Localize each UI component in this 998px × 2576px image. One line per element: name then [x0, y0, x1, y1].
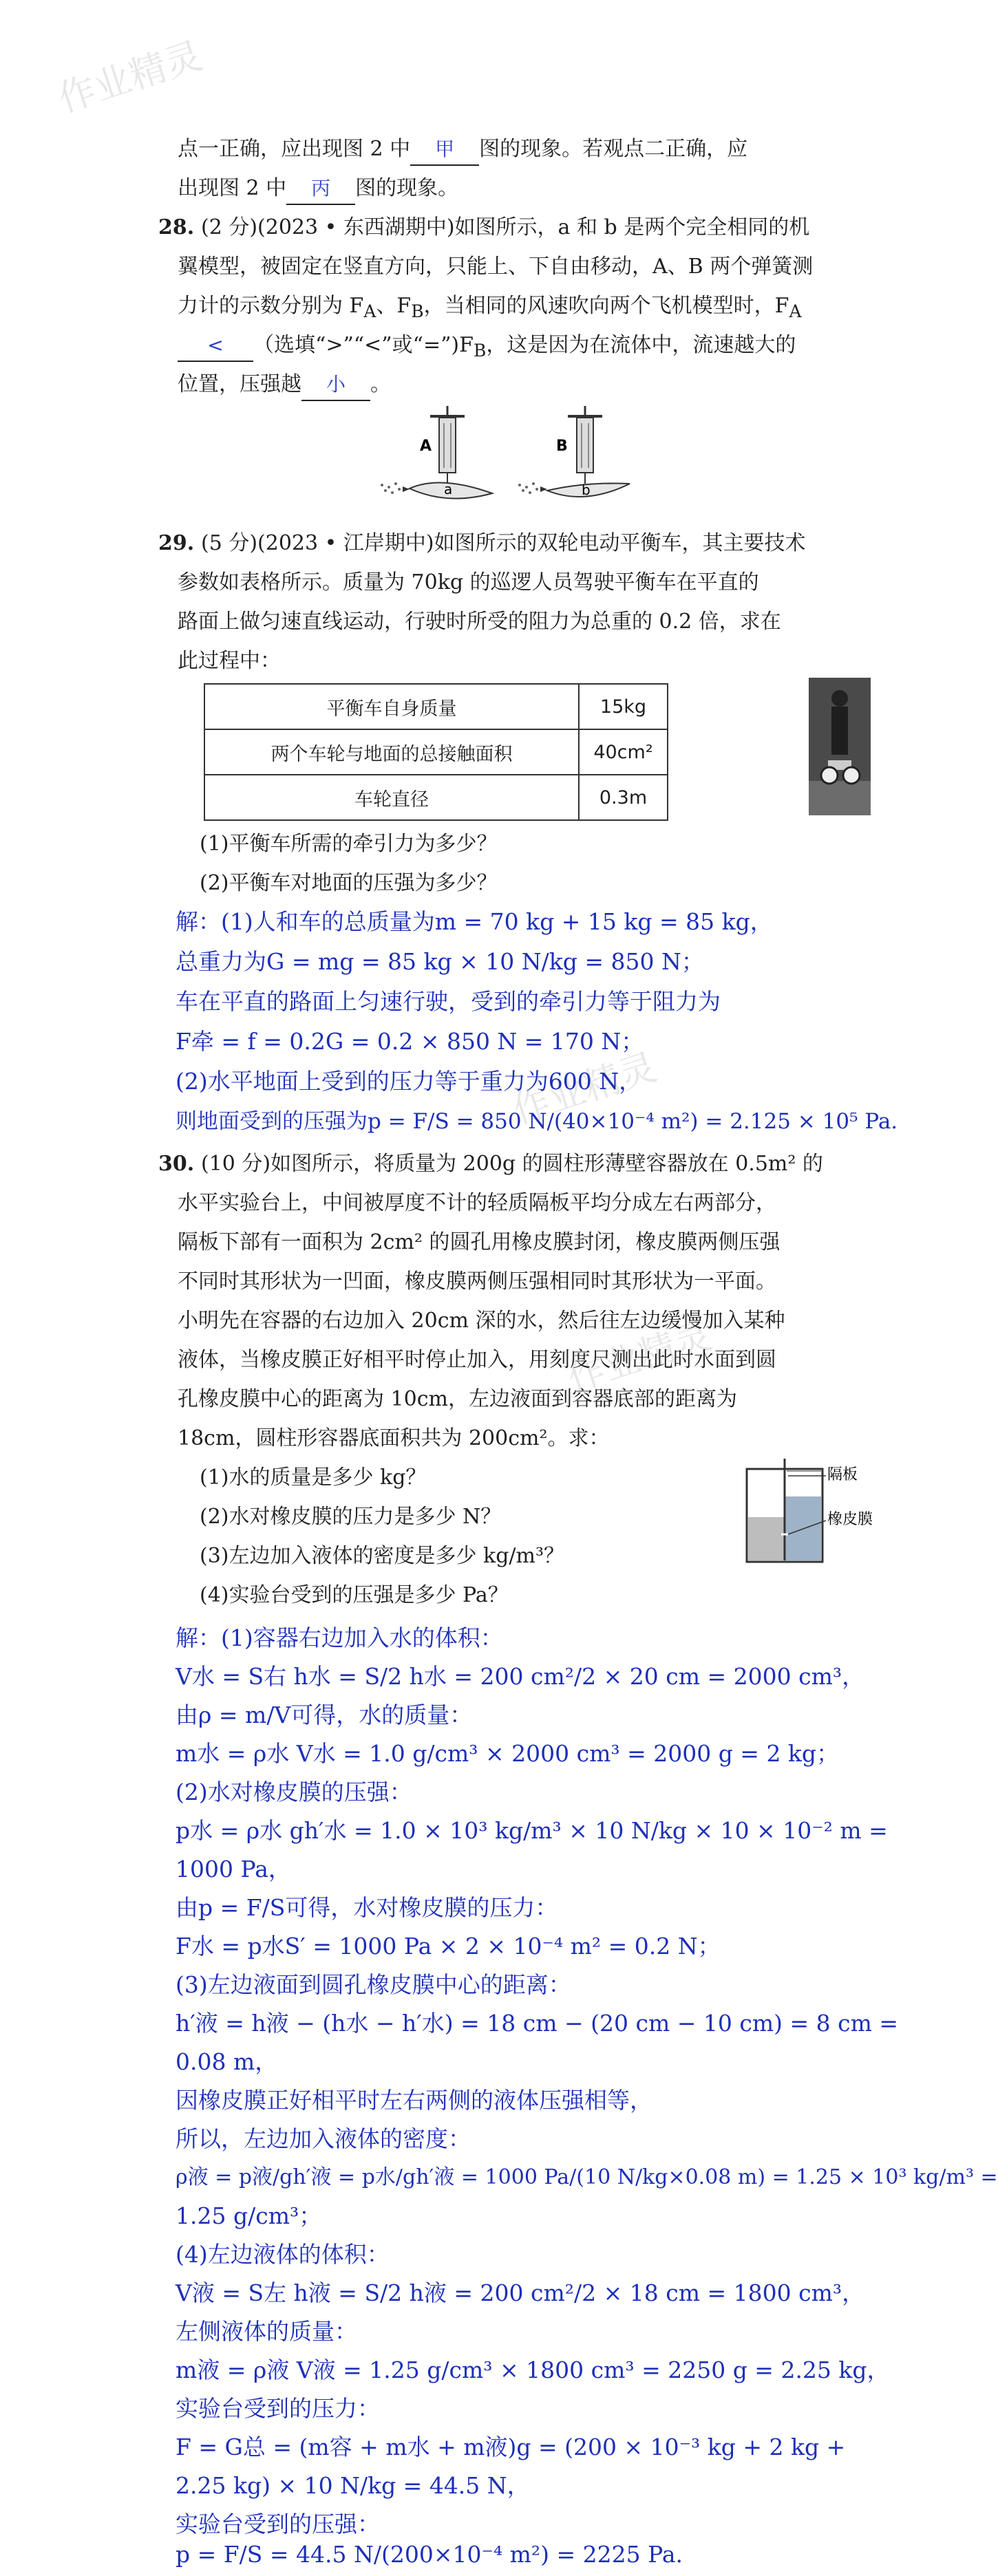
solution-line: (2)水对橡皮膜的压强： — [176, 1779, 412, 1805]
question-text: 路面上做匀速直线运动，行驶时所受的阻力为总重的 0.2 倍，求在 — [178, 610, 781, 634]
question-text: 孔橡皮膜中心的距离为 10cm，左边液面到容器底部的距离为 — [178, 1387, 737, 1411]
table-cell: 0.3m — [579, 775, 668, 820]
spec-table — [204, 683, 668, 821]
table-cell: 车轮直径 — [204, 775, 579, 820]
question-number: 28. — [158, 215, 195, 239]
solution-line: 所以，左边加入液体的密度： — [176, 2125, 471, 2152]
solution-line: 左侧液体的质量： — [176, 2318, 357, 2345]
table-row — [204, 684, 668, 729]
table-cell: 平衡车自身质量 — [204, 684, 579, 729]
solution-line: m液 = ρ液 V液 = 1.25 g/cm³ × 1800 cm³ = 2250 g = 2.25 kg， — [176, 2357, 890, 2383]
table-row — [204, 729, 668, 775]
question-text: (5 分)(2023 • 江岸期中)如图所示的双轮电动平衡车，其主要技术 — [201, 531, 806, 555]
spring-scale-label-a: A — [420, 438, 432, 455]
question-text: 参数如表格所示。质量为 70kg 的巡逻人员驾驶平衡车在平直的 — [178, 570, 759, 594]
wing-model-figure — [372, 402, 661, 519]
question-text: 此过程中： — [178, 649, 281, 673]
question-number: 29. — [158, 531, 195, 555]
sub-question-1: (1)平衡车所需的牵引力为多少？ — [200, 832, 498, 856]
solution-line: V液 = S左 h液 = S/2 h液 = 200 cm²/2 × 18 cm = 1800 cm³， — [176, 2279, 865, 2306]
solution-line: (2)水平地面上受到的压力等于重力为600 N， — [176, 1068, 642, 1095]
figure-label-membrane: 橡皮膜 — [827, 1511, 873, 1528]
solution-line: 则地面受到的压强为p = F/S = 850 N/(40×10⁻⁴ m²) = 2.125 × 10⁵ Pa. — [176, 1109, 898, 1134]
question-text: 水平实验台上，中间被厚度不计的轻质隔板平均分成左右两部分， — [178, 1191, 776, 1215]
solution-line: F = G总 = (m容 + m水 + m液)g = (200 × 10⁻³ kg + 2 kg + — [176, 2434, 846, 2460]
answer-blank: 小 — [301, 369, 370, 401]
question-text: 隔板下部有一面积为 2cm² 的圆孔用橡皮膜封闭，橡皮膜两侧压强 — [178, 1230, 781, 1254]
solution-line: m水 = ρ水 V水 = 1.0 g/cm³ × 2000 cm³ = 2000 g = 2 kg； — [176, 1740, 840, 1767]
question-text: (10 分)如图所示，将质量为 200g 的圆柱形薄壁容器放在 0.5m² 的 — [201, 1152, 823, 1176]
table-cell: 两个车轮与地面的总接触面积 — [204, 729, 579, 775]
solution-line: 总重力为G = mg = 85 kg × 10 N/kg = 850 N； — [176, 948, 704, 975]
solution-line: h′液 = h液 − (h水 − h′水) = 18 cm − (20 cm − 10 cm) = 8 cm = — [176, 2010, 899, 2037]
table-cell: 40cm² — [579, 729, 668, 775]
balance-scooter-photo — [809, 678, 871, 815]
figure-label-partition: 隔板 — [827, 1466, 858, 1483]
solution-line: 实验台受到的压强： — [176, 2511, 380, 2537]
solution-line: p水 = ρ水 gh′水 = 1.0 × 10³ kg/m³ × 10 N/kg × 10 × 10⁻² m = — [176, 1817, 888, 1844]
spring-scale-label-b: B — [556, 438, 568, 455]
solution-line: ρ液 = p液/gh′液 = p水/gh′液 = 1000 Pa/(10 N/kg×0.08 m) = 1.25 × 10³ kg/m³ = — [176, 2165, 998, 2189]
question-text: 18cm，圆柱形容器底面积共为 200cm²。求： — [178, 1426, 610, 1450]
question-text: 位置，压强越 小 。 — [178, 369, 391, 401]
solution-line: 解：(1)人和车的总质量为m = 70 kg + 15 kg = 85 kg， — [176, 908, 773, 935]
sub-question-1: (1)水的质量是多少 kg？ — [200, 1466, 427, 1490]
question-text: < （选填“>”“<”或“$=”)F_B$，这是因为在流体中，流速越大的 — [178, 330, 796, 366]
solution-line: (3)左边液面到圆孔橡皮膜中心的距离： — [176, 1971, 571, 1998]
question-number: 30. — [158, 1152, 195, 1176]
solution-line: 由ρ = m/V可得，水的质量： — [176, 1702, 473, 1728]
solution-line: F牵 = f = 0.2G = 0.2 × 850 N = 170 N； — [176, 1028, 644, 1055]
solution-line: 1.25 g/cm³； — [176, 2202, 322, 2229]
continuation-line-1: 点一正确，应出现图 2 中 甲 图的现象。若观点二正确，应 — [178, 134, 747, 166]
question-text: 不同时其形状为一凹面，橡皮膜两侧压强相同时其形状为一平面。 — [178, 1269, 776, 1294]
solution-line: 实验台受到的压力： — [176, 2395, 380, 2422]
question-text: 小明先在容器的右边加入 20cm 深的水，然后往左边缓慢加入某种 — [178, 1309, 785, 1333]
solution-line: V水 = S右 h水 = S/2 h水 = 200 cm²/2 × 20 cm = 2000 cm³， — [176, 1663, 865, 1690]
answer-blank: 丙 — [286, 173, 355, 205]
sub-question-2: (2)平衡车对地面的压强为多少？ — [200, 871, 498, 895]
solution-line: 由p = F/S可得，水对橡皮膜的压力： — [176, 1894, 558, 1921]
wing-label-a: a — [444, 481, 453, 497]
answer-blank: < — [178, 330, 253, 362]
watermark: 作业精灵 — [52, 33, 208, 121]
solution-line: 车在平直的路面上匀速行驶，受到的牵引力等于阻力为 — [176, 988, 721, 1015]
solution-line: 0.08 m， — [176, 2048, 278, 2075]
answer-blank: 甲 — [410, 134, 479, 166]
continuation-line-2: 出现图 2 中 丙 图的现象。 — [178, 173, 458, 205]
container-figure — [740, 1452, 878, 1569]
watermark: 作业精灵 — [507, 1044, 662, 1133]
solution-line: p = F/S = 44.5 N/(200×10⁻⁴ m²) = 2225 Pa. — [176, 2541, 683, 2568]
table-row — [204, 775, 668, 820]
solution-line: F水 = p水S′ = 1000 Pa × 2 × 10⁻⁴ m² = 0.2 N； — [176, 1933, 721, 1960]
solution-line: 解：(1)容器右边加入水的体积： — [176, 1624, 503, 1651]
solution-line: 因橡皮膜正好相平时左右两侧的液体压强相等， — [176, 2087, 652, 2114]
sub-question-4: (4)实验台受到的压强是多少 Pa？ — [200, 1583, 509, 1607]
question-text: (2 分)(2023 • 东西湖期中)如图所示，a 和 b 是两个完全相同的机 — [201, 215, 810, 239]
sub-question-2: (2)水对橡皮膜的压力是多少 N？ — [200, 1505, 502, 1529]
wing-label-b: b — [582, 482, 591, 498]
solution-line: 2.25 kg) × 10 N/kg = 44.5 N， — [176, 2472, 530, 2499]
sub-question-3: (3)左边加入液体的密度是多少 kg/m³？ — [200, 1544, 564, 1568]
table-cell: 15kg — [579, 684, 668, 729]
question-text: 力计的示数分别为 $F_A$、$F_B$，当相同的风速吹向两个飞机模型时，$F_A$ — [178, 294, 802, 321]
question-text: 液体，当橡皮膜正好相平时停止加入，用刻度尺测出此时水面到圆 — [178, 1348, 776, 1372]
watermark: 作业精灵 — [562, 1313, 717, 1401]
solution-line: 1000 Pa， — [176, 1856, 291, 1882]
solution-line: (4)左边液体的体积： — [176, 2241, 390, 2268]
question-text: 翼模型，被固定在竖直方向，只能上、下自由移动，A、B 两个弹簧测 — [178, 255, 814, 279]
